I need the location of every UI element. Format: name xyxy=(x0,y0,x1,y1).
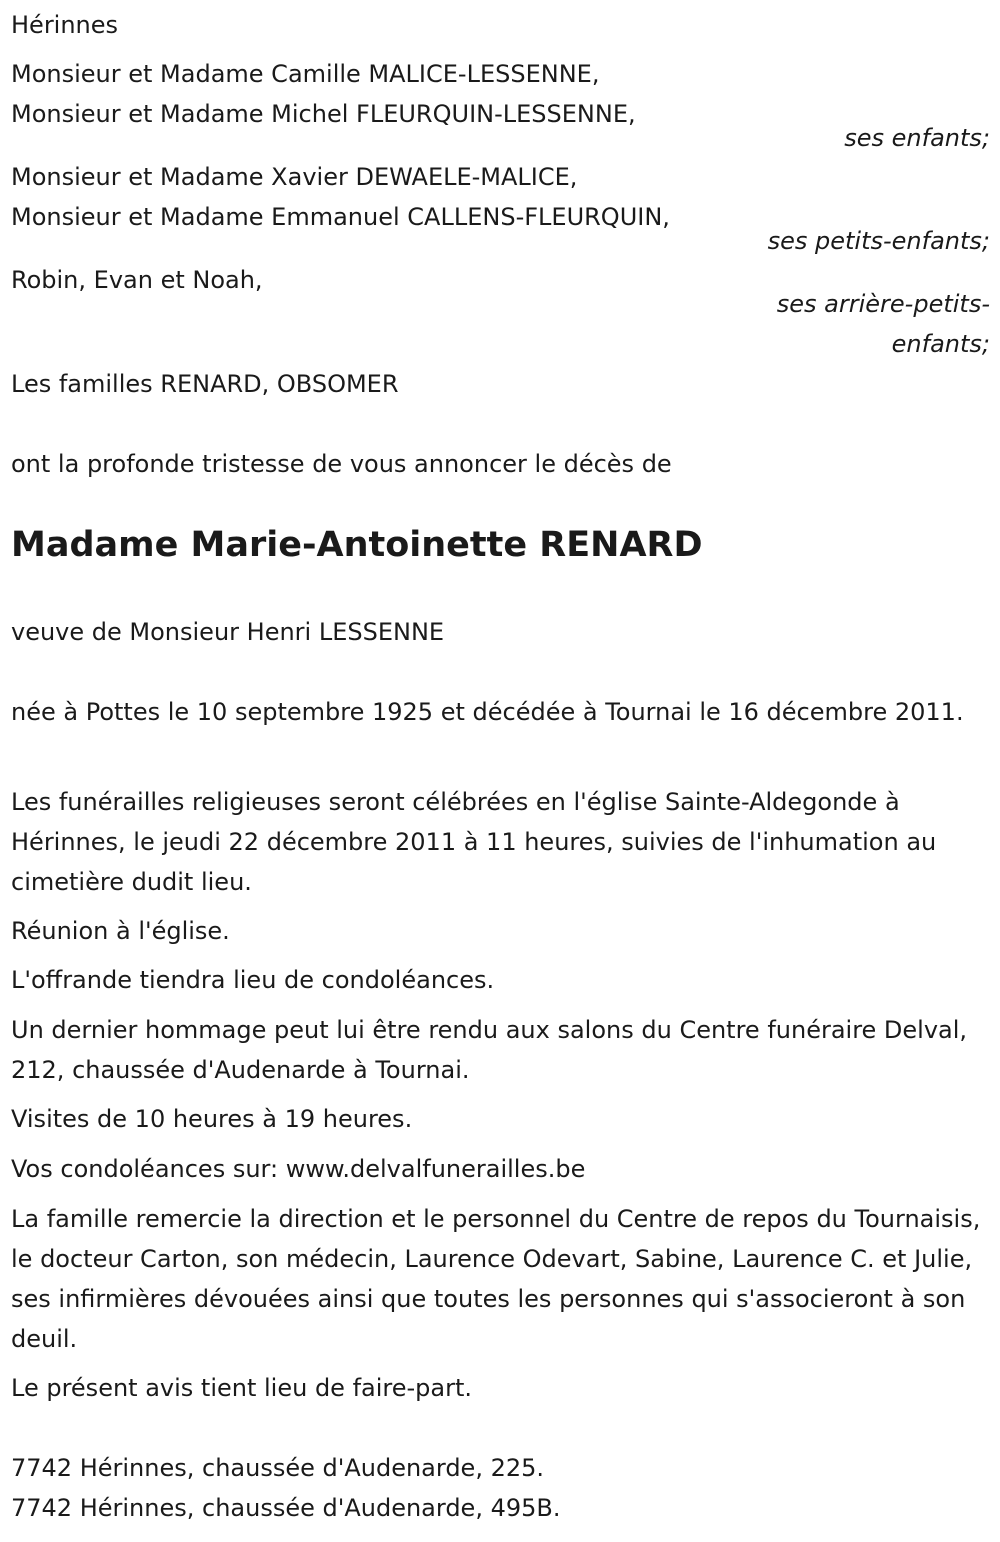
address-line-1: 7742 Hérinnes, chaussée d'Audenarde, 225. xyxy=(11,1454,545,1482)
great-grandchildren-role-line-1: ses arrière-petits- xyxy=(776,290,990,318)
deceased-name: Madame Marie-Antoinette RENARD xyxy=(11,525,703,565)
offering-paragraph: L'offrande tiendra lieu de condoléances. xyxy=(11,966,495,994)
children-role: ses enfants; xyxy=(844,124,990,152)
children-line-1: Monsieur et Madame Camille MALICE-LESSENNE, xyxy=(11,60,600,88)
notice-paragraph: Le présent avis tient lieu de faire-part. xyxy=(11,1374,473,1402)
great-grandchildren-line-1: Robin, Evan et Noah, xyxy=(11,266,263,294)
address-line-2: 7742 Hérinnes, chaussée d'Audenarde, 495B. xyxy=(11,1494,561,1522)
widow-of-line: veuve de Monsieur Henri LESSENNE xyxy=(11,618,445,646)
children-line-2: Monsieur et Madame Michel FLEURQUIN-LESSENNE, xyxy=(11,100,636,128)
great-grandchildren-role-line-2: enfants; xyxy=(891,330,990,358)
meeting-paragraph: Réunion à l'église. xyxy=(11,917,230,945)
thanks-paragraph: La famille remercie la direction et le personnel du Centre de repos du Tournaisis, le docteur Carton, son médecin, Laurence Odevart, Sabine, Laurence C. et Julie, ses infirmières dévouées ainsi que toutes les personnes qui s'associeront à son deuil. xyxy=(11,1205,981,1353)
announcement-line: ont la profonde tristesse de vous annoncer le décès de xyxy=(11,450,672,478)
condolences-paragraph: Vos condoléances sur: www.delvalfunerailles.be xyxy=(11,1155,586,1183)
grandchildren-role: ses petits-enfants; xyxy=(767,227,990,255)
birth-death-paragraph: née à Pottes le 10 septembre 1925 et décédée à Tournai le 16 décembre 2011. xyxy=(11,698,964,726)
grandchildren-line-2: Monsieur et Madame Emmanuel CALLENS-FLEURQUIN, xyxy=(11,203,670,231)
families-line: Les familles RENARD, OBSOMER xyxy=(11,370,399,398)
visits-paragraph: Visites de 10 heures à 19 heures. xyxy=(11,1105,413,1133)
tribute-paragraph: Un dernier hommage peut lui être rendu aux salons du Centre funéraire Delval, 212, chaussée d'Audenarde à Tournai. xyxy=(11,1016,968,1084)
header-place: Hérinnes xyxy=(11,11,119,39)
grandchildren-line-1: Monsieur et Madame Xavier DEWAELE-MALICE, xyxy=(11,163,578,191)
funeral-paragraph: Les funérailles religieuses seront célébrées en l'église Sainte-Aldegonde à Hérinnes, le jeudi 22 décembre 2011 à 11 heures, suivies de l'inhumation au cimetière dudit lieu. xyxy=(11,788,937,896)
